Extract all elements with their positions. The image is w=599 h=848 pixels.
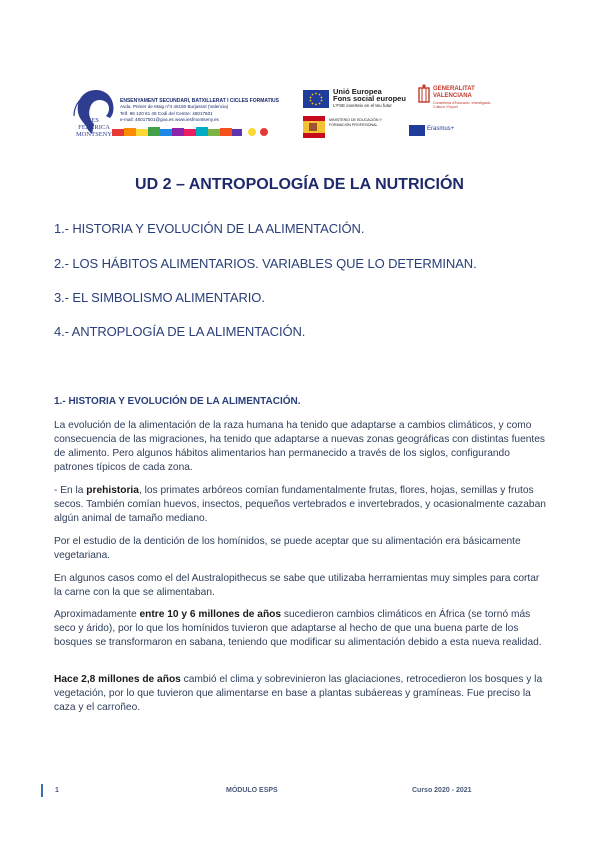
toc-item: 4.- ANTROPLOGÍA DE LA ALIMENTACIÓN. (54, 324, 306, 339)
eu-title: Unió Europea (333, 87, 382, 96)
paragraph-text: cambió el clima y sobrevinieron las glaciaciones, retrocedieron los bosques y la vegetación, por lo que tuvieron que alimentarse en base a plantas subáereas y gramíneas. Fue preciso la caza y el carroñeo. (54, 674, 543, 713)
school-info-line: Avda. Primer de Maig nº4 46150 Burjassot (Valencia) (120, 104, 229, 110)
school-info-line: Telf. 96 120 61 45 Codi del Centre: 46017501 (120, 110, 213, 116)
paragraph: En algunos casos como el del Australopithecus se sabe que utilizaba herramientas muy simples para cortar la carne con la que se alimentaban. (54, 573, 540, 598)
school-info-line: e-mail: 46017501@gva.es www.iesfmontseny.es (120, 116, 219, 122)
paragraph (54, 484, 549, 526)
school-color-bar (112, 125, 278, 139)
erasmus-flag-icon (409, 125, 425, 136)
erasmus-label: Erasmus+ (427, 126, 455, 132)
school-info (120, 98, 290, 123)
school-name: IES FEDERICA MONTSENY (75, 117, 113, 138)
paragraph-text: sucedieron cambios climáticos en África (se tornó más seco y árido), por lo que los homínidos tuvieron que adaptarse al hecho de que una buena parte de los bosques se transformaron en sabana, teniendo que modificar su alimentación debido a esta nueva realidad. (54, 609, 542, 648)
paragraph (54, 673, 549, 715)
toc-item: 1.- HISTORIA Y EVOLUCIÓN DE LA ALIMENTACIÓN. (54, 221, 365, 236)
spain-emblem-icon (303, 116, 325, 138)
eu-label (333, 88, 406, 109)
page-title: UD 2 – ANTROPOLOGÍA DE LA NUTRICIÓN (135, 176, 464, 193)
paragraph: Por el estudio de la dentición de los homínidos, se puede aceptar que su alimentación era básicamente vegetariana. (54, 536, 521, 561)
eu-flag-icon (303, 90, 329, 108)
paragraph-emphasis: prehistoria (86, 485, 139, 496)
paragraph-text: - En la (54, 485, 87, 496)
paragraph-emphasis: Hace 2,8 millones de años (54, 674, 181, 685)
section-heading: 1.- HISTORIA Y EVOLUCIÓN DE LA ALIMENTACIÓN. (54, 396, 301, 407)
ministry-label: MINISTERIO DE EDUCACIÓN Y FORMACIÓN PROFESIONAL (329, 118, 382, 127)
eu-subtitle: Fons social europeu (333, 94, 406, 103)
generalitat-title: GENERALITAT (433, 86, 475, 92)
footer-module: MÓDULO ESPS (226, 787, 278, 794)
paragraph: La evolución de la alimentación de la raza humana ha tenido que adaptarse a cambios climáticos, y como consecuencia de las migraciones, ha tenido que adaptarse a nuevas zonas geográficas con distintas fuentes de alimento. Pero algunos hábitos alimentarios han permanecido a través de los siglos, configurando patrones típicos de cada zona. (54, 420, 546, 473)
paragraph-text: , los primates arbóreos comían fundamentalmente frutas, flores, hojas, semillas y frutos secos. También comían huevos, insectos, pequeños vertebrados e invertebrados, y ocasionalmente cazaban algún animal de tamaño mediano. (54, 485, 546, 524)
toc-item: 3.- EL SIMBOLISMO ALIMENTARIO. (54, 290, 265, 305)
eu-tagline: L'FSE inverteix en el teu futur (333, 103, 392, 108)
school-info-line: ENSENYAMENT SECUNDARI, BATXILLERAT I CICLES FORMATIUS (120, 98, 279, 104)
school-logo (66, 84, 126, 150)
footer-bar (41, 784, 43, 797)
generalitat-emblem-icon (417, 84, 431, 106)
toc-item: 2.- LOS HÁBITOS ALIMENTARIOS. VARIABLES QUE LO DETERMINAN. (54, 256, 477, 271)
paragraph (54, 608, 549, 650)
paragraph-text: Aproximadamente (54, 609, 140, 620)
generalitat-subtitle: Conselleria d'Educació, Investigació, Cultura i Esport (433, 101, 492, 110)
footer-course: Curso 2020 - 2021 (412, 787, 472, 794)
page-number: 1 (55, 787, 59, 794)
generalitat-title-2: VALENCIANA (433, 93, 472, 99)
paragraph-emphasis: entre 10 y 6 millones de años (139, 609, 282, 620)
